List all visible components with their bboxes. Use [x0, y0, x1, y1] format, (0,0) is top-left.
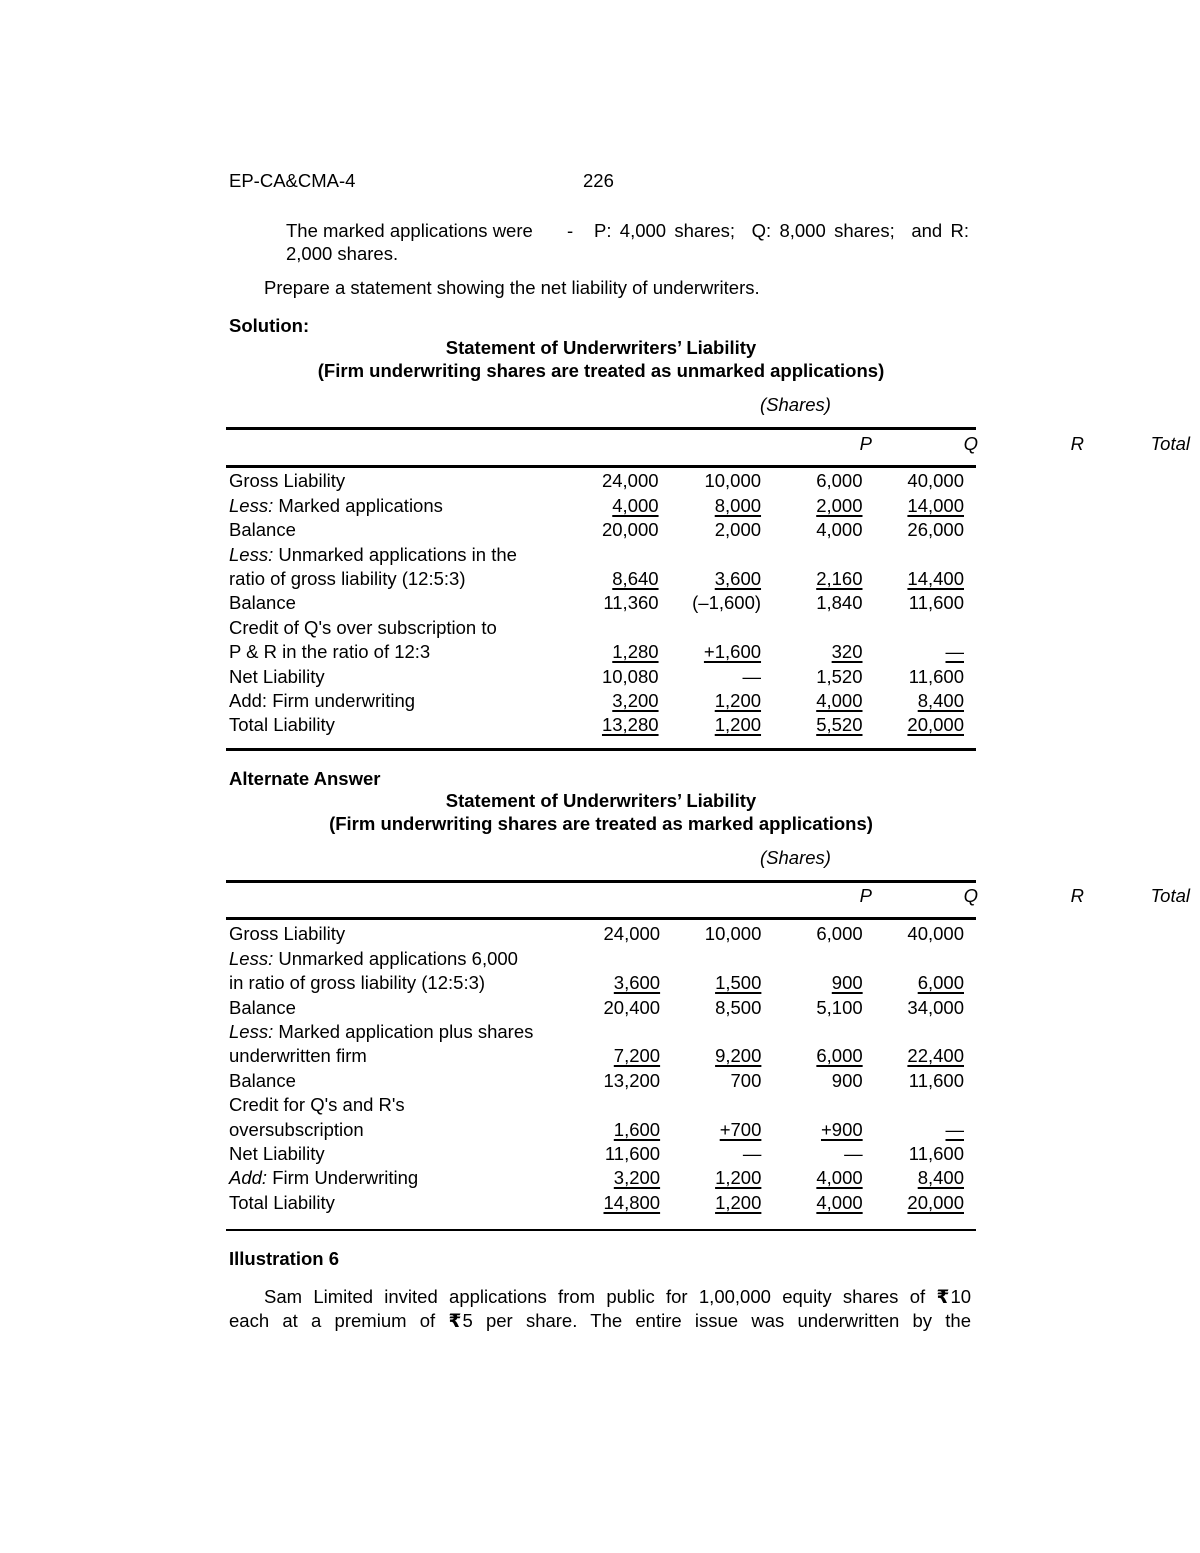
table2-cell-p: [565, 1020, 666, 1044]
running-header-left: EP-CA&CMA-4: [229, 170, 356, 191]
table2-row: [226, 1117, 976, 1141]
table1-cell-value: 320: [831, 641, 863, 663]
table1-row: [226, 664, 976, 688]
table1-cell-value: 8,640: [612, 567, 659, 589]
table1-row: [226, 689, 976, 713]
table1-row: [226, 713, 976, 737]
table1-cell-q: [665, 591, 767, 615]
table2-col-total: Total: [1150, 885, 1190, 906]
table2-row-label: [226, 1020, 565, 1044]
table2-cell-p: [565, 1044, 666, 1068]
table2-row-label: [226, 1068, 565, 1092]
table1-cell-value: 10,080: [601, 665, 659, 687]
table2-cell-total: [869, 922, 976, 946]
table1-row-label-text: Balance: [229, 519, 296, 541]
table1-row-label-text: Add: Firm underwriting: [229, 689, 416, 711]
table1-cell-r: [767, 591, 868, 615]
table1-title: Statement of Underwriters’ Liability: [445, 337, 757, 358]
table2-cell-p: [565, 971, 666, 995]
table2-row-label: [226, 922, 565, 946]
table2-cell-value: 10,000: [704, 923, 762, 945]
table2-row-label: [226, 971, 565, 995]
table1-row: [226, 542, 976, 566]
table1-cell-value: —: [945, 641, 964, 663]
table1-cell-value: 8,000: [714, 494, 762, 516]
table2-row-label: [226, 1093, 565, 1117]
marked-dash: -: [567, 220, 574, 241]
table1-row-label-prefix: Less:: [229, 543, 274, 565]
table2-row-label-text: Total Liability: [229, 1191, 335, 1213]
table2-cell-p: [565, 946, 666, 970]
table1-cell-r: [767, 469, 868, 493]
table1-header-row: [226, 433, 1190, 461]
table1-cell-value: 11,360: [603, 592, 659, 614]
table2-col-q: Q: [963, 885, 978, 906]
table2-row: [226, 1020, 976, 1044]
table2-cell-value: —: [742, 1142, 762, 1164]
table1-cell-q: [665, 640, 767, 664]
table2-row: [226, 971, 976, 995]
table1-row-label: [226, 689, 563, 713]
table2-cell-p: [565, 1068, 666, 1092]
table2-cell-total: [869, 1093, 976, 1117]
alternate-answer-label: Alternate Answer: [229, 768, 381, 789]
prepare-instruction: Prepare a statement showing the net liability of underwriters.: [264, 277, 760, 298]
table1-cell-value: 4,000: [816, 519, 863, 541]
table1-row-label: [226, 591, 563, 615]
table2-col-p: P: [859, 885, 872, 906]
table2-cell-total: [869, 971, 976, 995]
table2-cell-value: 11,600: [604, 1142, 661, 1164]
table1-cell-q: [665, 689, 767, 713]
table2-row: [226, 1068, 976, 1092]
table2-row-label-text: Gross Liability: [229, 923, 346, 945]
table1-cell-total: [869, 567, 977, 591]
rupee-icon: ₹: [936, 1286, 950, 1307]
table1-cell-p: [563, 518, 664, 542]
table1-row-label: [226, 542, 563, 566]
table1-cell-value: 2,160: [816, 567, 863, 589]
marked-label: The marked applications were: [286, 220, 533, 241]
table2-cell-r: [767, 1166, 868, 1190]
table1-row-label-text: Balance: [229, 592, 296, 614]
table2-cell-value: 8,400: [917, 1167, 964, 1189]
marked-line-1: P: 4,000 shares; Q: 8,000 shares; and R:: [594, 220, 969, 241]
table1-row-label-text: P & R in the ratio of 12:3: [229, 641, 431, 663]
table1-cell-value: 14,400: [907, 567, 964, 589]
table2-cell-value: 4,000: [816, 1167, 863, 1189]
table2-cell-q: [666, 946, 767, 970]
table2-cell-total: [869, 1117, 976, 1141]
table1-row-label-text: Gross Liability: [229, 470, 346, 492]
table2-row-label-prefix: Less:: [229, 947, 274, 969]
table1-cell-r: [767, 713, 868, 737]
table2-cell-value: 14,800: [603, 1191, 661, 1213]
table1-cell-total: [869, 493, 977, 517]
table1-row-label: [226, 664, 563, 688]
table1-cell-p: [563, 615, 664, 639]
table2-cell-q: [666, 995, 767, 1019]
table1-cell-p: [563, 640, 664, 664]
table1-top-rule: [226, 427, 976, 430]
table1-cell-value: 4,000: [612, 494, 659, 516]
table1-cell-value: 1,200: [714, 689, 762, 711]
table2-cell-value: 900: [831, 1069, 863, 1091]
table1-cell-q: [665, 567, 767, 591]
table1-cell-value: 2,000: [714, 519, 762, 541]
table1-col-r: R: [1070, 433, 1084, 454]
table2-cell-value: 11,600: [908, 1069, 964, 1091]
table2-cell-value: +700: [719, 1118, 762, 1140]
table2-cell-r: [767, 1142, 868, 1166]
table1-cell-value: 6,000: [816, 470, 863, 492]
table1-cell-value: 11,600: [908, 592, 964, 614]
table1-cell-r: [767, 542, 868, 566]
table2-row-label-text: Unmarked applications 6,000: [273, 947, 518, 969]
table1-col-total: Total: [1150, 433, 1190, 454]
table2-row-label: [226, 1044, 565, 1068]
table1-row-label: [226, 518, 563, 542]
table1-row-label-text: Marked applications: [273, 494, 443, 516]
table2-cell-value: 700: [730, 1069, 762, 1091]
table2-cell-p: [565, 1142, 666, 1166]
table2-cell-value: 13,200: [603, 1069, 661, 1091]
marked-line-2: 2,000 shares.: [286, 243, 399, 264]
table1-cell-q: [665, 518, 767, 542]
table2-cell-q: [666, 1068, 767, 1092]
table2-cell-q: [666, 1044, 767, 1068]
table2-cell-r: [767, 922, 868, 946]
table2-row-label-text: in ratio of gross liability (12:5:3): [229, 972, 486, 994]
table2-cell-value: 11,600: [908, 1142, 964, 1164]
table2-cell-value: +900: [820, 1118, 863, 1140]
table1-row-label-text: Credit of Q's over subscription to: [229, 616, 497, 638]
table2-cell-r: [767, 1117, 868, 1141]
table2-cell-value: 20,000: [907, 1191, 964, 1213]
table1-cell-value: 11,600: [908, 665, 964, 687]
table1-row-label-text: Net Liability: [229, 665, 325, 687]
table1-cell-q: [665, 469, 767, 493]
table1-cell-total: [869, 689, 977, 713]
table2-cell-total: [869, 1142, 976, 1166]
table2-cell-value: 24,000: [603, 923, 661, 945]
table1-cell-r: [767, 493, 868, 517]
table2-cell-value: —: [945, 1118, 964, 1140]
table2-row-label-prefix: Add:: [229, 1167, 268, 1189]
table2-row-label: [226, 1190, 565, 1214]
table1-cell-q: [665, 493, 767, 517]
table1-row-label: [226, 713, 563, 737]
table2-top-rule: [226, 880, 976, 883]
illustration-line-1-amount: 10: [950, 1286, 972, 1307]
table2-row: [226, 1190, 976, 1214]
table2-cell-p: [565, 1166, 666, 1190]
table2-header-row: [226, 885, 1190, 913]
table2-cell-value: 20,400: [603, 996, 661, 1018]
illustration-line-1-text: Sam Limited invited applications from public for 1,00,000 equity shares of: [264, 1286, 926, 1307]
table1-row-label: [226, 615, 563, 639]
table2-cell-value: 1,200: [715, 1167, 762, 1189]
table1-cell-total: [869, 664, 977, 688]
illustration-line-1: [229, 1286, 971, 1308]
table2-cell-value: 6,000: [917, 972, 964, 994]
table1-cell-p: [563, 591, 664, 615]
table1-row: [226, 493, 976, 517]
table1-row: [226, 518, 976, 542]
solution-label: Solution:: [229, 315, 310, 336]
table2-cell-total: [869, 1190, 976, 1214]
table2: [226, 922, 976, 1215]
table1-cell-q: [665, 713, 767, 737]
table1-row-label: [226, 493, 563, 517]
table2-cell-r: [767, 1190, 868, 1214]
table2-cell-q: [666, 1190, 767, 1214]
table1-col-q: Q: [963, 433, 978, 454]
table2-cell-value: 3,200: [613, 1167, 661, 1189]
table2-cell-total: [869, 1166, 976, 1190]
table1-cell-value: 1,840: [816, 592, 863, 614]
table2-title: Statement of Underwriters’ Liability: [445, 790, 757, 811]
illustration-line-2-text: each at a premium of: [229, 1310, 436, 1331]
table2-row-label-text: Firm Underwriting: [267, 1167, 419, 1189]
table2-cell-r: [767, 946, 868, 970]
table1-row: [226, 591, 976, 615]
table1-cell-total: [869, 615, 977, 639]
table2-cell-q: [666, 1166, 767, 1190]
table2-cell-total: [869, 1020, 976, 1044]
table1-cell-value: 24,000: [601, 470, 659, 492]
table2-row: [226, 1166, 976, 1190]
table1-cell-value: 3,200: [612, 689, 659, 711]
table2-row-label: [226, 1142, 565, 1166]
table1-col-p: P: [859, 433, 872, 454]
table2-cell-value: 6,000: [816, 1045, 863, 1067]
table2-row-label-text: underwritten firm: [229, 1045, 367, 1067]
table1-cell-r: [767, 689, 868, 713]
table1-row: [226, 567, 976, 591]
table1-cell-value: 20,000: [601, 519, 659, 541]
table2-cell-value: 5,100: [816, 996, 863, 1018]
table1-cell-total: [869, 469, 977, 493]
table2-row: [226, 946, 976, 970]
table2-cell-total: [869, 1044, 976, 1068]
table1-cell-value: —: [742, 665, 762, 687]
table2-cell-r: [767, 1068, 868, 1092]
table1-cell-p: [563, 493, 664, 517]
table1-header-rule: [226, 465, 976, 468]
illustration-line-2-rest: 5 per share. The entire issue was underwritten by the: [462, 1310, 972, 1331]
table1-cell-p: [563, 713, 664, 737]
table1-cell-value: 20,000: [907, 714, 964, 736]
table2-cell-value: 1,200: [715, 1191, 762, 1213]
table2-cell-p: [565, 1093, 666, 1117]
table1-cell-total: [869, 518, 977, 542]
table1-cell-p: [563, 689, 664, 713]
table1-cell-value: 4,000: [816, 689, 863, 711]
table2-subtitle: (Firm underwriting shares are treated as marked applications): [329, 813, 873, 834]
table2-row: [226, 1044, 976, 1068]
table2-cell-p: [565, 1117, 666, 1141]
table1-cell-value: 40,000: [907, 470, 964, 492]
table2-cell-q: [666, 971, 767, 995]
table1-cell-r: [767, 640, 868, 664]
table1-row: [226, 469, 976, 493]
table1-cell-total: [869, 591, 977, 615]
table2-cell-value: 1,500: [715, 972, 762, 994]
table2-row: [226, 995, 976, 1019]
table1-cell-value: 2,000: [816, 494, 863, 516]
table2-row-label-text: Credit for Q's and R's: [229, 1094, 405, 1116]
table2-unit: (Shares): [760, 847, 831, 868]
table2-cell-value: 9,200: [715, 1045, 762, 1067]
table2-row-label-text: Balance: [229, 996, 296, 1018]
table1-bottom-rule: [226, 748, 976, 751]
table1-cell-value: 8,400: [917, 689, 964, 711]
table2-cell-r: [767, 1093, 868, 1117]
table2-row-label-text: Marked application plus shares: [273, 1020, 534, 1042]
table2-cell-total: [869, 946, 976, 970]
table2-row-label-text: Balance: [229, 1069, 296, 1091]
table2-cell-q: [666, 1142, 767, 1166]
table2-row-label-text: Net Liability: [229, 1142, 325, 1164]
table1-cell-value: (–1,600): [692, 592, 762, 614]
table2-row: [226, 922, 976, 946]
table2-cell-total: [869, 1068, 976, 1092]
table1-unit: (Shares): [760, 394, 831, 415]
table1: [226, 469, 976, 737]
table2-cell-q: [666, 1020, 767, 1044]
table1-row-label: [226, 469, 563, 493]
table1-cell-total: [869, 713, 977, 737]
table2-cell-q: [666, 1093, 767, 1117]
table1-cell-value: 10,000: [704, 470, 762, 492]
table2-cell-p: [565, 995, 666, 1019]
table1-cell-value: 1,200: [714, 714, 762, 736]
table2-row-label-prefix: Less:: [229, 1020, 274, 1042]
table1-cell-value: 14,000: [907, 494, 964, 516]
table2-cell-value: 7,200: [613, 1045, 661, 1067]
table2-cell-q: [666, 1117, 767, 1141]
table2-cell-value: 34,000: [907, 996, 964, 1018]
table1-cell-q: [665, 664, 767, 688]
illustration-heading: Illustration 6: [229, 1248, 339, 1269]
table2-bottom-rule: [226, 1229, 976, 1231]
table2-cell-value: 6,000: [816, 923, 863, 945]
table2-cell-value: 22,400: [907, 1045, 964, 1067]
table1-row-label: [226, 567, 563, 591]
table1-cell-r: [767, 664, 868, 688]
page-number: 226: [583, 170, 614, 191]
table1-cell-total: [869, 640, 977, 664]
table2-col-r: R: [1070, 885, 1084, 906]
table1-row: [226, 640, 976, 664]
table2-row-label-text: oversubscription: [229, 1118, 364, 1140]
table2-row-label: [226, 1117, 565, 1141]
table2-cell-r: [767, 971, 868, 995]
table1-row-label-prefix: Less:: [229, 494, 274, 516]
table2-cell-value: 8,500: [715, 996, 762, 1018]
table1-row-label-text: Unmarked applications in the: [273, 543, 517, 565]
table1-cell-q: [665, 542, 767, 566]
table1-row-label-text: Total Liability: [229, 714, 335, 736]
table2-cell-p: [565, 1190, 666, 1214]
table2-cell-p: [565, 922, 666, 946]
rupee-icon: ₹: [448, 1310, 462, 1331]
table2-cell-r: [767, 1044, 868, 1068]
table2-cell-value: 900: [831, 972, 863, 994]
table1-cell-p: [563, 664, 664, 688]
table1-cell-r: [767, 567, 868, 591]
table2-cell-r: [767, 1020, 868, 1044]
illustration-line-2: [229, 1310, 971, 1332]
table1-cell-p: [563, 469, 664, 493]
table1-row-label-text: ratio of gross liability (12:5:3): [229, 567, 466, 589]
table2-row-label: [226, 995, 565, 1019]
table1-cell-value: 13,280: [601, 714, 659, 736]
table1-cell-value: 3,600: [714, 567, 762, 589]
table1-row: [226, 615, 976, 639]
table2-cell-value: 1,600: [613, 1118, 661, 1140]
table2-cell-value: 4,000: [816, 1191, 863, 1213]
table2-row: [226, 1142, 976, 1166]
table2-row-label: [226, 946, 565, 970]
table1-cell-p: [563, 542, 664, 566]
table1-row-label: [226, 640, 563, 664]
table1-subtitle: (Firm underwriting shares are treated as unmarked applications): [317, 360, 885, 381]
table1-cell-total: [869, 542, 977, 566]
table2-cell-q: [666, 922, 767, 946]
table1-cell-value: 5,520: [816, 714, 863, 736]
table1-cell-r: [767, 518, 868, 542]
table2-cell-value: —: [844, 1142, 863, 1164]
table2-cell-value: 40,000: [907, 923, 964, 945]
table2-row-label: [226, 1166, 565, 1190]
table2-cell-total: [869, 995, 976, 1019]
table2-row: [226, 1093, 976, 1117]
table2-header-rule: [226, 917, 976, 920]
table1-cell-value: +1,600: [703, 641, 762, 663]
table1-cell-r: [767, 615, 868, 639]
table1-cell-value: 26,000: [907, 519, 964, 541]
table1-cell-value: 1,280: [612, 641, 659, 663]
table1-cell-q: [665, 615, 767, 639]
table1-cell-value: 1,520: [816, 665, 863, 687]
table2-cell-value: 3,600: [613, 972, 661, 994]
table1-cell-p: [563, 567, 664, 591]
table2-cell-r: [767, 995, 868, 1019]
